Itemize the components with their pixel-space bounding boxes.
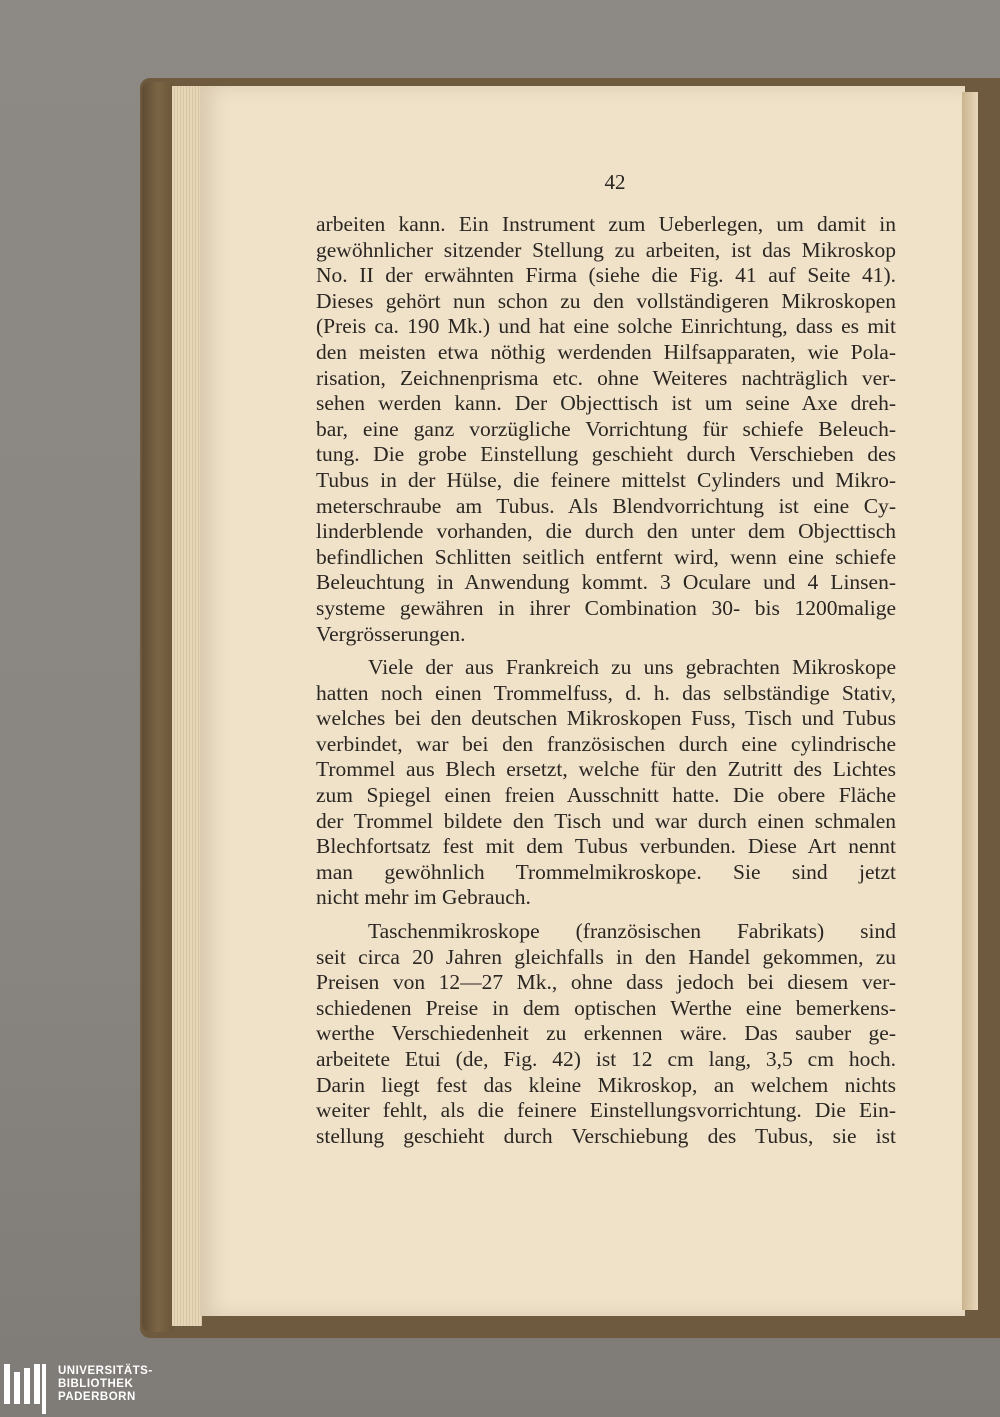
text-line: bar, eine ganz vorzügliche Vorrichtung für schiefe Beleuch- — [316, 416, 896, 441]
page-number: 42 — [604, 170, 626, 194]
book-spine-edge — [142, 82, 174, 1332]
text-line: sehen werden kann. Der Objecttisch ist um seine Axe dreh- — [316, 391, 896, 416]
text-line: systeme gewähren in ihrer Combination 30- bis 1200malige — [316, 595, 896, 620]
page-stack-edge — [172, 86, 202, 1326]
text-line: verbindet, war bei den französischen durch eine cylindrische — [316, 731, 896, 756]
text-line: man gewöhnlich Trommelmikroskope. Sie sind jetzt — [316, 859, 896, 884]
text-line: befindlichen Schlitten seitlich entfernt wird, wenn eine schiefe — [316, 544, 896, 569]
library-logo — [0, 1360, 160, 1417]
text-line: schiedenen Preise in dem optischen Werthe eine bemerkens- — [316, 995, 896, 1020]
library-logo-line: BIBLIOTHEK — [58, 1378, 134, 1390]
text-line: arbeitete Etui (de, Fig. 42) ist 12 cm lang, 3,5 cm hoch. — [316, 1047, 896, 1071]
text-line: welches bei den deutschen Mikroskopen Fuss, Tisch und Tubus — [316, 706, 896, 731]
library-logo-icon — [4, 1364, 50, 1414]
text-line: Viele der aus Frankreich zu uns gebrachten Mikroskope — [368, 655, 896, 680]
text-line: den meisten etwa nöthig werdenden Hilfsapparaten, wie Pola- — [316, 339, 896, 364]
text-line: No. II der erwähnten Firma (siehe die Fig. 41 auf Seite 41). — [316, 263, 896, 288]
text-line: werthe Verschiedenheit zu erkennen wäre. Das sauber ge- — [316, 1021, 896, 1046]
text-line: der Trommel bildete den Tisch und war durch einen schmalen — [316, 808, 896, 833]
text-line: arbeiten kann. Ein Instrument zum Ueberlegen, um damit in — [316, 212, 896, 236]
text-line: zum Spiegel einen freien Ausschnitt hatte. Die obere Fläche — [316, 783, 896, 808]
next-page-edge — [962, 92, 978, 1310]
text-line: linderblende vorhanden, die durch den unter dem Objecttisch — [316, 519, 896, 544]
text-line: Preisen von 12—27 Mk., ohne dass jedoch bei diesem ver- — [316, 970, 896, 995]
text-line: Blechfortsatz fest mit dem Tubus verbunden. Diese Art nennt — [316, 834, 896, 859]
text-line: meterschraube am Tubus. Als Blendvorrichtung ist eine Cy- — [316, 493, 896, 518]
text-line: Beleuchtung in Anwendung kommt. 3 Oculare und 4 Linsen- — [316, 570, 896, 595]
text-line: Vergrösserungen. — [316, 621, 466, 646]
text-line: nicht mehr im Gebrauch. — [316, 885, 531, 910]
text-line: Trommel aus Blech ersetzt, welche für den Zutritt des Lichtes — [316, 757, 896, 782]
text-line: gewöhnlicher sitzender Stellung zu arbeiten, ist das Mikroskop — [316, 237, 896, 262]
text-line: stellung geschieht durch Verschiebung des Tubus, sie ist — [316, 1123, 896, 1148]
text-line: weiter fehlt, als die feinere Einstellungsvorrichtung. Die Ein- — [316, 1098, 896, 1123]
text-line: tung. Die grobe Einstellung geschieht durch Verschieben des — [316, 442, 896, 467]
text-line: hatten noch einen Trommelfuss, d. h. das selbständige Stativ, — [316, 680, 896, 705]
library-logo-line: UNIVERSITÄTS- — [58, 1365, 153, 1377]
text-line: seit circa 20 Jahren gleichfalls in den Handel gekommen, zu — [316, 944, 896, 969]
text-line: risation, Zeichnenprisma etc. ohne Weiteres nachträglich ver- — [316, 365, 896, 390]
text-line: Dieses gehört nun schon zu den vollständigeren Mikroskopen — [316, 288, 896, 313]
text-line: (Preis ca. 190 Mk.) und hat eine solche Einrichtung, dass es mit — [316, 314, 896, 339]
library-logo-line: PADERBORN — [58, 1391, 136, 1403]
library-logo-text — [58, 1365, 153, 1404]
text-line: Darin liegt fest das kleine Mikroskop, an welchem nichts — [316, 1072, 896, 1097]
text-line: Tubus in der Hülse, die feinere mittelst Cylinders und Mikro- — [316, 467, 896, 492]
text-line: Taschenmikroskope (französischen Fabrikats) sind — [368, 919, 896, 944]
page-body-text — [316, 212, 896, 1149]
